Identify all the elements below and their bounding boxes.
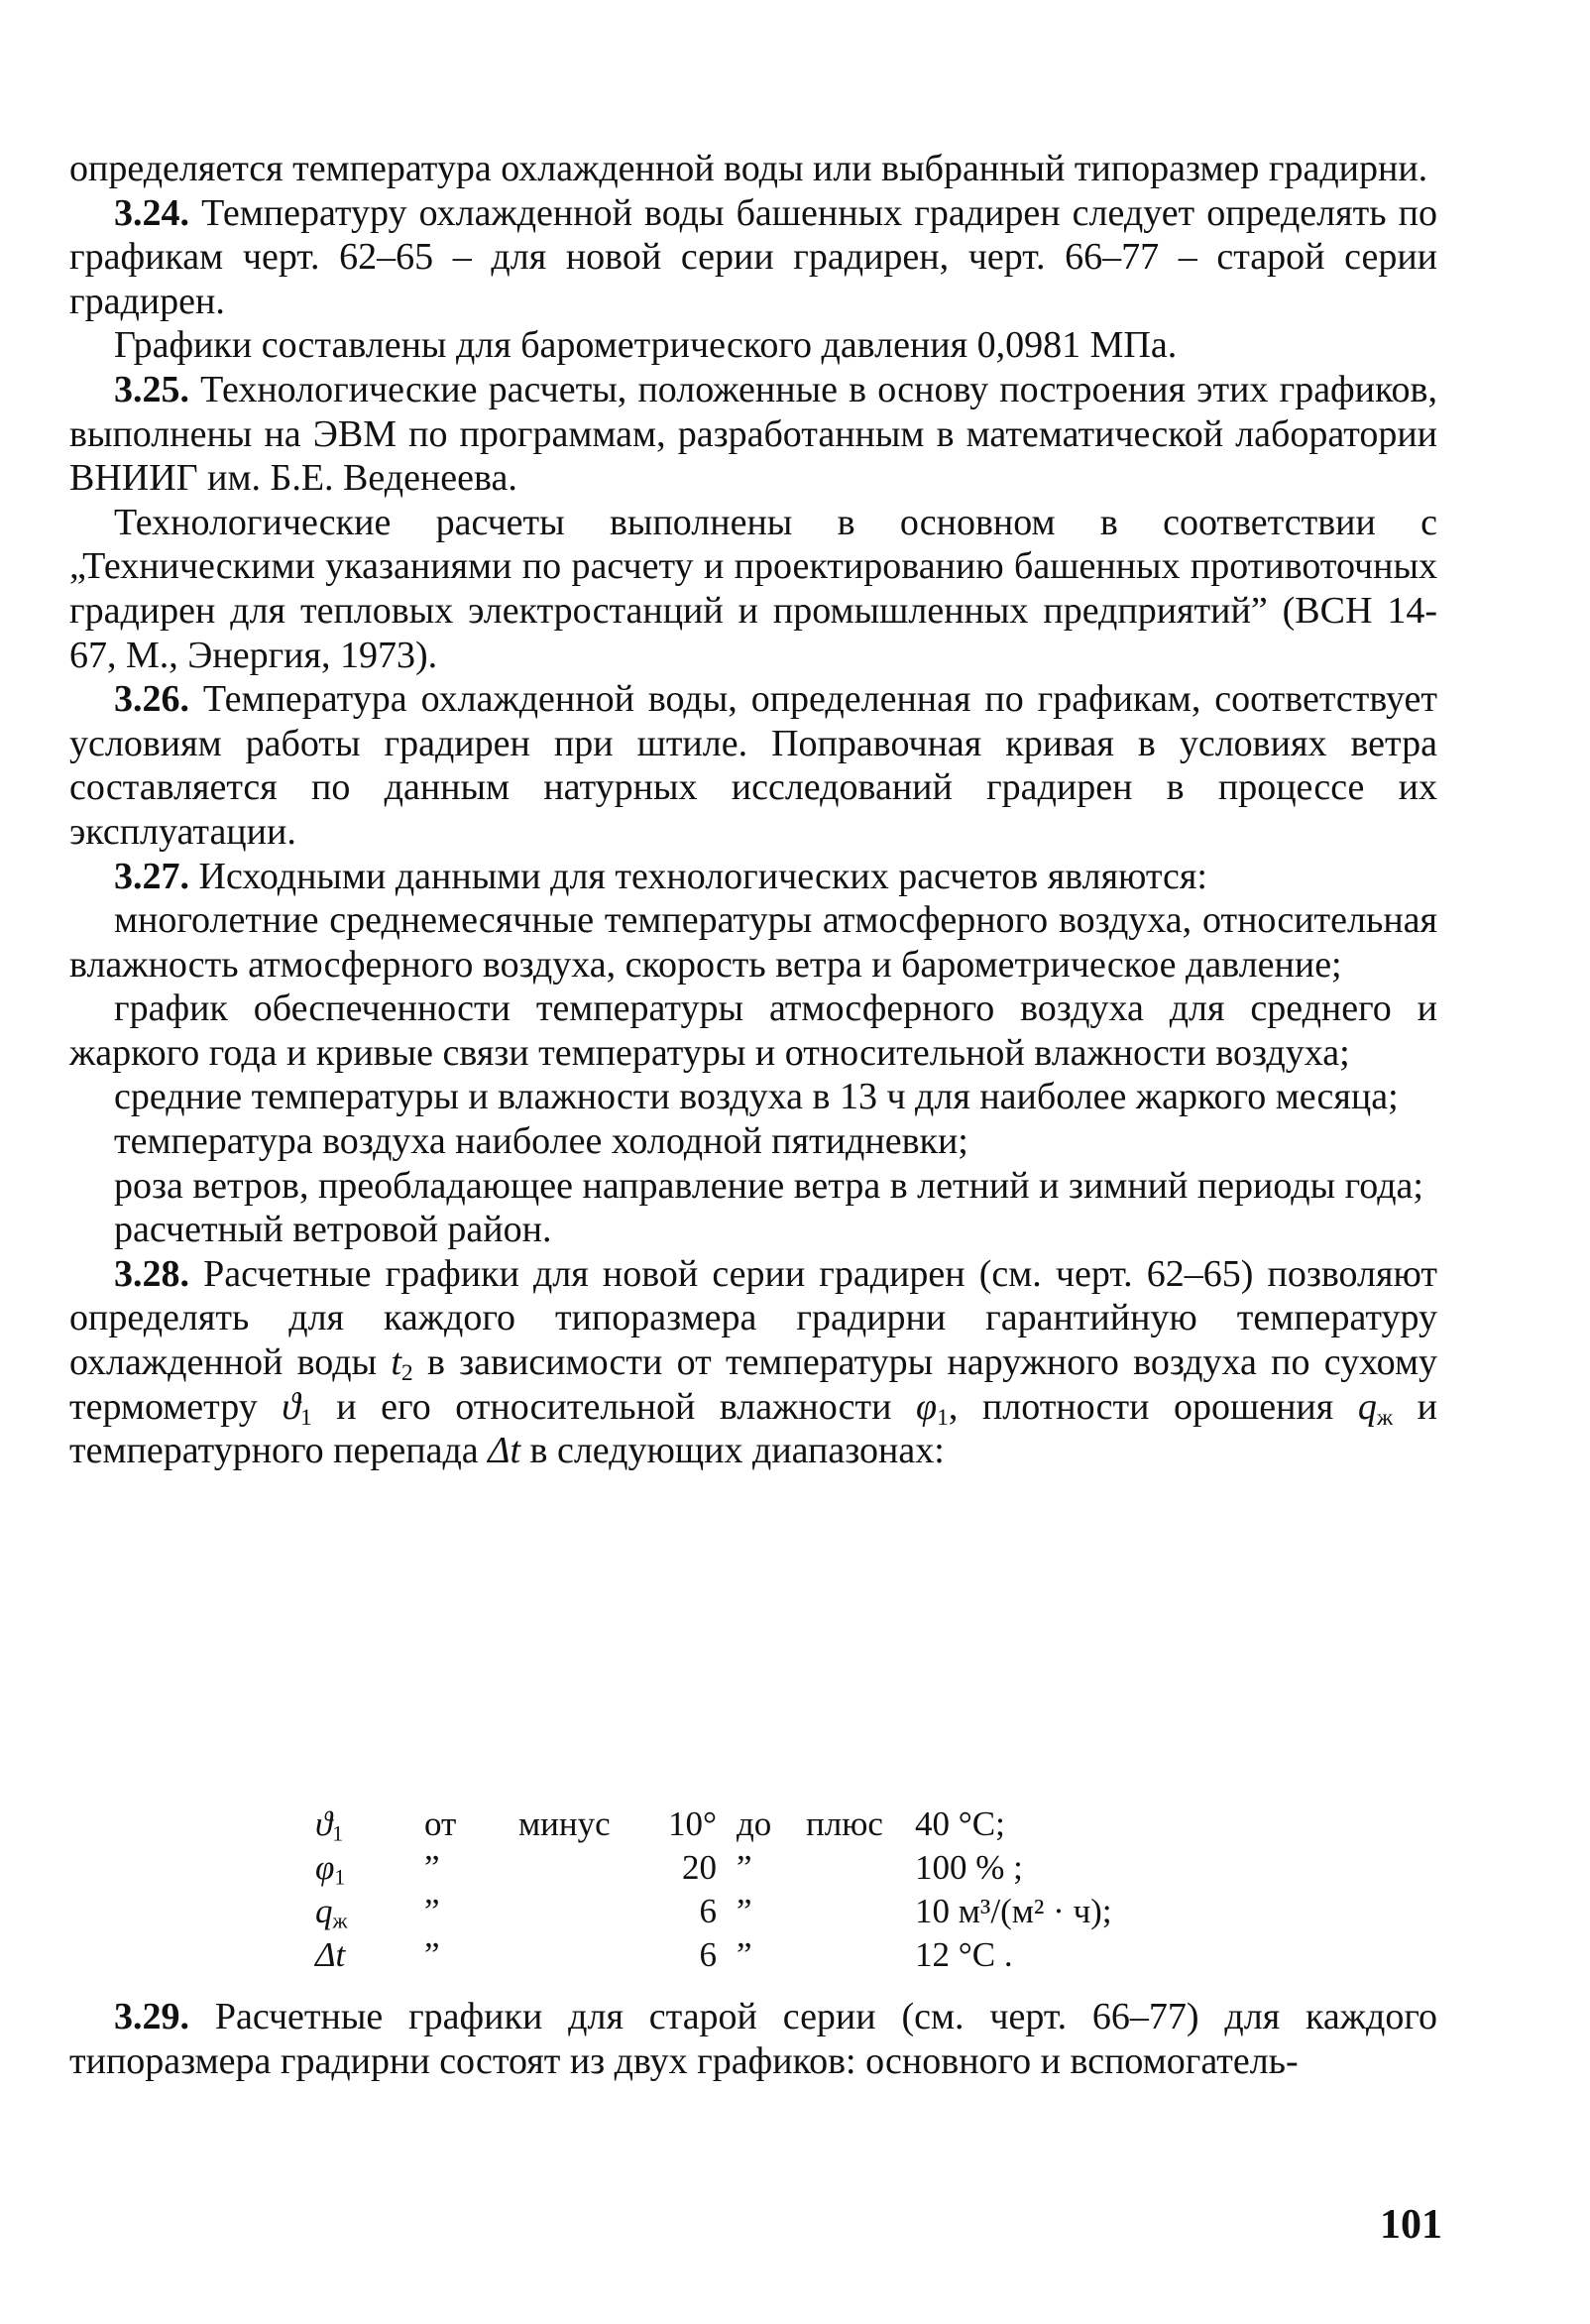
paragraph-3-27 <box>69 855 1437 899</box>
paragraph-text: Исходными данными для технологических расчетов являются: <box>189 855 1207 897</box>
clause-number: 3.24. <box>114 191 189 234</box>
subscript: 1 <box>937 1404 949 1431</box>
range-from: ” <box>424 1848 440 1887</box>
range-min-value: 10° <box>668 1804 717 1843</box>
paragraph-text: Температуру охлажденной воды башенных градирен следует определять по графикам черт. 62–65 – для новой серии градирен, черт. 66–77 – старой серии градирен. <box>69 191 1437 322</box>
range-to: ” <box>737 1848 752 1887</box>
paragraph-3-28 <box>69 1252 1437 1473</box>
symbol-t: t <box>391 1341 401 1384</box>
list-item: график обеспеченности температуры атмосферного воздуха для среднего и жаркого года и кривые связи температуры и относительной влажности воздуха; <box>69 988 1437 1074</box>
paragraph-text: Технологические расчеты, положенные в основу построения этих графиков, выполнены на ЭВМ по программам, разработанным в математической лаборатории ВНИИГ им. Б.Е. Веденеева. <box>69 368 1437 500</box>
paragraph: Технологические расчеты выполнены в основном в соответствии с „Техническими указаниями по расчету и проектированию башенных противоточных градирен для тепловых электростанций и промышленных предприятий” (ВСН 14-67, М., Энергия, 1973). <box>69 501 1437 676</box>
range-symbol: $q_ж$ <box>315 1892 348 1933</box>
paragraph-3-29 <box>69 1995 1437 2083</box>
range-min-value: 6 <box>699 1892 717 1930</box>
clause-number: 3.27. <box>114 855 189 897</box>
list-item: температура воздуха наиболее холодной пятидневки; <box>114 1120 968 1163</box>
range-symbol: Δt <box>315 1935 346 1974</box>
paragraph-3-24 <box>69 191 1437 324</box>
paragraph-text: , плотности орошения <box>948 1385 1358 1428</box>
range-plus <box>806 1846 915 1890</box>
paragraph-text: Температура охлажденной воды, определенная по графикам, соответствует условиям работы градирен при штиле. Поправочная кривая в условиях ветра составляется по данным натурных исследований градирен в процессе их эксплуатации. <box>69 678 1437 853</box>
clause-number: 3.29. <box>114 1996 189 2037</box>
paragraph-3-25 <box>69 368 1437 501</box>
range-min-value: 6 <box>699 1935 717 1974</box>
list-item: роза ветров, преобладающее направление ветра в летний и зимний периоды года; <box>114 1164 1423 1207</box>
range-from: ” <box>424 1892 440 1930</box>
symbol-phi: φ <box>916 1385 938 1428</box>
list-item: многолетние среднемесячные температуры атмосферного воздуха, относительная влажность атмосферного воздуха, скорость ветра и барометрическое давление; <box>69 899 1437 986</box>
range-to: ” <box>737 1892 752 1930</box>
table-row <box>315 1802 1112 1846</box>
subscript: ж <box>1376 1404 1394 1431</box>
range-symbol: $\varphi_1$ <box>315 1848 346 1890</box>
clause-number: 3.28. <box>114 1252 189 1295</box>
table-row <box>315 1890 1112 1933</box>
paragraph-text: в следующих диапазонах: <box>520 1430 945 1472</box>
symbol-theta: ϑ <box>282 1385 300 1428</box>
list-item: расчетный ветровой район. <box>114 1209 552 1251</box>
subscript: 1 <box>299 1404 312 1431</box>
range-plus: плюс <box>806 1804 883 1843</box>
range-plus <box>806 1933 915 1977</box>
paragraph-3-26 <box>69 677 1437 854</box>
page-number: 101 <box>1380 2202 1442 2248</box>
clause-number: 3.26. <box>114 678 189 721</box>
range-to: ” <box>737 1935 752 1974</box>
range-min-value: 20 <box>682 1848 717 1887</box>
range-minus <box>518 1933 647 1977</box>
range-minus <box>518 1890 647 1933</box>
list-item: средние температуры и влажности воздуха в 13 ч для наиболее жаркого месяца; <box>114 1076 1399 1118</box>
page-body <box>69 147 1437 1473</box>
range-plus <box>806 1890 915 1933</box>
range-symbol: $ϑ_1$ <box>315 1804 344 1846</box>
paragraph-text: Расчетные графики для старой серии (см. черт. 66–77) для каждого типоразмера градирни состоят из двух графиков: основного и вспомогатель- <box>69 1996 1437 2082</box>
table-row <box>315 1846 1112 1890</box>
range-max-value: 10 м³/(м² · ч); <box>915 1892 1112 1930</box>
page-body-continued <box>69 1995 1437 2083</box>
clause-number: 3.25. <box>114 368 189 410</box>
paragraph-text: и его относительной влажности <box>311 1385 917 1428</box>
paragraph-text: в зависимости от температуры наружного воздуха по сухому термометру <box>69 1341 1437 1428</box>
range-from: ” <box>424 1935 440 1974</box>
paragraph: Графики составлены для барометрического давления 0,0981 МПа. <box>114 324 1178 367</box>
paragraph-text: Расчетные графики для новой серии градирен (см. черт. 62–65) позволяют определять для каждого типоразмера градирни гарантийную температуру охлажденной воды <box>69 1252 1437 1384</box>
paragraph: определяется температура охлажденной воды или выбранный типоразмер градирни. <box>69 148 1428 189</box>
symbol-delta-t: Δt <box>488 1430 521 1472</box>
range-minus: минус <box>518 1804 611 1843</box>
range-max-value: 40 °C; <box>915 1804 1005 1843</box>
symbol-q: q <box>1357 1385 1377 1428</box>
subscript: 2 <box>400 1359 413 1386</box>
range-to: до <box>737 1804 772 1843</box>
ranges-table <box>315 1802 1112 1977</box>
table-row <box>315 1933 1112 1977</box>
range-max-value: 100 % ; <box>915 1848 1023 1887</box>
paragraph-text: и температурного перепада <box>69 1385 1437 1472</box>
range-from: от <box>424 1804 457 1843</box>
range-minus <box>518 1846 647 1890</box>
range-max-value: 12 °C . <box>915 1935 1013 1974</box>
